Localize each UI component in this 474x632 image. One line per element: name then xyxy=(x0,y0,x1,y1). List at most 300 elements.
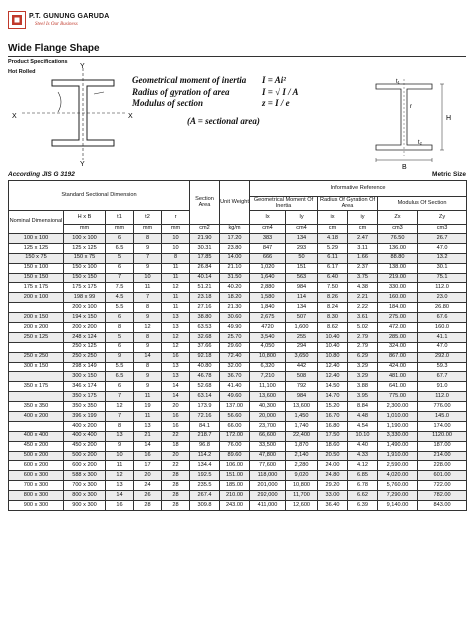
table-cell: 114.2 xyxy=(190,451,220,461)
table-row xyxy=(9,323,467,333)
table-cell: 26.80 xyxy=(418,303,467,313)
table-cell: 255 xyxy=(286,332,318,342)
table-cell: 23.18 xyxy=(190,293,220,303)
table-cell: 184.00 xyxy=(378,303,418,313)
company-logo xyxy=(8,11,26,29)
table-cell: 8 xyxy=(106,323,134,333)
table-cell: 1,640 xyxy=(250,273,286,283)
table-cell: 400 x 200 xyxy=(9,412,64,422)
table-cell: 14 xyxy=(134,352,162,362)
unit-riy: cm xyxy=(348,225,378,234)
unit-zx: cm3 xyxy=(378,225,418,234)
table-cell: 38.80 xyxy=(190,313,220,323)
table-cell: 22,400 xyxy=(286,431,318,441)
section-dimension-diagram xyxy=(358,78,466,170)
table-cell: 294 xyxy=(286,342,318,352)
table-cell: 49.60 xyxy=(220,392,250,402)
table-cell: 3.75 xyxy=(348,273,378,283)
table-cell: 9 xyxy=(106,441,134,451)
table-cell: 11 xyxy=(162,273,190,283)
table-cell: 11 xyxy=(162,263,190,273)
formula-mos-expr: z = I / e xyxy=(262,98,290,108)
table-cell: 32.68 xyxy=(190,332,220,342)
table-cell: 20.50 xyxy=(318,451,348,461)
table-cell: 23.80 xyxy=(220,243,250,253)
table-cell: 12.40 xyxy=(318,372,348,382)
table-cell: 59.3 xyxy=(418,362,467,372)
table-row xyxy=(9,342,467,352)
table-cell: 350 x 350 xyxy=(9,402,64,412)
table-cell: 27.16 xyxy=(190,303,220,313)
table-row xyxy=(9,372,467,382)
table-row xyxy=(9,431,467,441)
table-cell: 2.22 xyxy=(348,303,378,313)
table-cell: 6.62 xyxy=(348,491,378,501)
table-cell: 31.50 xyxy=(220,273,250,283)
header-zy: Zy xyxy=(418,211,467,225)
table-cell: 7 xyxy=(106,273,134,283)
table-cell: 3.29 xyxy=(348,362,378,372)
header-t1: t1 xyxy=(106,211,134,225)
table-cell: 2.37 xyxy=(348,263,378,273)
table-cell: 396 x 199 xyxy=(64,412,106,422)
table-cell: 16.80 xyxy=(318,421,348,431)
section-axes-diagram xyxy=(8,62,136,166)
table-cell: 800 x 300 xyxy=(64,491,106,501)
table-row xyxy=(9,303,467,313)
dim-label-r: r xyxy=(410,104,412,110)
table-cell: 250 x 250 xyxy=(64,352,106,362)
table-cell: 13,600 xyxy=(250,392,286,402)
table-cell: 8 xyxy=(134,234,162,244)
table-cell: 7,290.00 xyxy=(378,491,418,501)
company-name: P.T. GUNUNG GARUDA xyxy=(29,13,110,20)
table-cell: 2.21 xyxy=(348,293,378,303)
table-cell: 4720 xyxy=(250,323,286,333)
header-iy: Iy xyxy=(286,211,318,225)
table-cell: 112.0 xyxy=(418,392,467,402)
table-cell: 16 xyxy=(106,501,134,511)
table-cell: 6,320 xyxy=(250,362,286,372)
table-cell: 9 xyxy=(134,243,162,253)
table-cell: 13,600 xyxy=(286,402,318,412)
table-cell: 450 x 200 xyxy=(64,441,106,451)
table-cell: 10,800 xyxy=(286,481,318,491)
table-cell: 6.5 xyxy=(106,243,134,253)
table-cell: 200 x 100 xyxy=(64,303,106,313)
table-cell: 12 xyxy=(134,323,162,333)
table-cell: 9 xyxy=(134,382,162,392)
table-cell: 6.78 xyxy=(348,481,378,491)
table-cell: 11 xyxy=(106,461,134,471)
table-cell: 28 xyxy=(134,501,162,511)
table-cell: 9 xyxy=(134,313,162,323)
table-cell: 228.00 xyxy=(418,461,467,471)
table-cell: 192.5 xyxy=(190,471,220,481)
table-cell: 17.20 xyxy=(220,234,250,244)
table-cell: 2,280 xyxy=(286,461,318,471)
table-cell: 5.5 xyxy=(106,303,134,313)
table-cell: 292,000 xyxy=(250,491,286,501)
table-cell: 600 x 200 xyxy=(9,461,64,471)
table-cell: 9 xyxy=(106,352,134,362)
table-cell: 775.00 xyxy=(378,392,418,402)
table-cell: 400 x 400 xyxy=(64,431,106,441)
diagram-label-y-top: Y xyxy=(80,63,85,70)
table-cell: 7 xyxy=(134,253,162,263)
table-cell: 2.47 xyxy=(348,234,378,244)
table-cell: 40.80 xyxy=(190,362,220,372)
formula-rog-expr: I = √ I / A xyxy=(262,86,299,97)
formula-rog-label: Radius of gyration of area xyxy=(132,86,230,97)
table-cell: 588 x 300 xyxy=(64,471,106,481)
table-cell: 7,210 xyxy=(250,372,286,382)
table-cell: 137.00 xyxy=(220,402,250,412)
table-row xyxy=(9,471,467,481)
table-cell: 293 xyxy=(286,243,318,253)
table-cell: 9,020 xyxy=(286,471,318,481)
table-cell: 300 x 150 xyxy=(64,372,106,382)
table-cell: 1,450 xyxy=(286,412,318,422)
company-tagline: Steel Is Our Business xyxy=(35,22,78,27)
table-cell: 7.50 xyxy=(318,283,348,293)
table-cell: 174.00 xyxy=(418,421,467,431)
header-moment-of-inertia: Geometrical Moment Of Inertia xyxy=(250,197,318,211)
table-cell: 350 x 175 xyxy=(9,382,64,392)
table-cell: 4.48 xyxy=(348,412,378,422)
diagram-label-x-left: X xyxy=(12,113,17,120)
unit-r: mm xyxy=(162,225,190,234)
table-row xyxy=(9,243,467,253)
table-cell: 666 xyxy=(250,253,286,263)
header-t2: t2 xyxy=(134,211,162,225)
table-cell: 867.00 xyxy=(378,352,418,362)
table-cell: 12.40 xyxy=(318,362,348,372)
table-cell: 10 xyxy=(162,243,190,253)
table-cell: 292.0 xyxy=(418,352,467,362)
table-cell: 9,140.00 xyxy=(378,501,418,511)
diagram-label-y-bottom: Y xyxy=(80,161,85,166)
table-cell: 134.4 xyxy=(190,461,220,471)
table-cell: 76.50 xyxy=(378,234,418,244)
table-cell: 26 xyxy=(134,491,162,501)
table-cell: 30.31 xyxy=(190,243,220,253)
header-zx: Zx xyxy=(378,211,418,225)
table-cell: 50 xyxy=(286,253,318,263)
unit-t2: mm xyxy=(134,225,162,234)
table-cell: 100 x 100 xyxy=(64,234,106,244)
table-cell: 267.4 xyxy=(190,491,220,501)
header-rix: ix xyxy=(318,211,348,225)
table-cell: 782.00 xyxy=(418,491,467,501)
table-cell: 40.20 xyxy=(220,283,250,293)
table-cell: 136.00 xyxy=(378,243,418,253)
table-cell: 52.68 xyxy=(190,382,220,392)
table-cell: 900 x 300 xyxy=(9,501,64,511)
table-cell: 3.29 xyxy=(348,372,378,382)
table-cell: 1,580 xyxy=(250,293,286,303)
table-cell: 12 xyxy=(106,402,134,412)
table-row xyxy=(9,461,467,471)
wide-flange-table xyxy=(8,180,467,511)
table-cell: 2.79 xyxy=(348,332,378,342)
header-informative-reference: Informative Reference xyxy=(250,181,467,197)
table-row xyxy=(9,382,467,392)
table-cell: 2.79 xyxy=(348,342,378,352)
table-cell: 151 xyxy=(286,263,318,273)
table-cell: 24.80 xyxy=(318,471,348,481)
table-row xyxy=(9,234,467,244)
table-cell: 508 xyxy=(286,372,318,382)
table-cell: 28 xyxy=(162,481,190,491)
table-cell: 7 xyxy=(106,412,134,422)
table-cell: 112.0 xyxy=(418,283,467,293)
table-cell: 8 xyxy=(106,421,134,431)
table-cell: 4.12 xyxy=(348,461,378,471)
table-cell: 72.16 xyxy=(190,412,220,422)
table-cell: 4,050 xyxy=(250,342,286,352)
table-cell: 172.00 xyxy=(220,431,250,441)
table-cell: 500 x 200 xyxy=(64,451,106,461)
table-cell: 125 x 125 xyxy=(9,243,64,253)
table-cell: 792 xyxy=(286,382,318,392)
table-cell: 235.5 xyxy=(190,481,220,491)
table-row xyxy=(9,283,467,293)
table-cell: 56.60 xyxy=(220,412,250,422)
table-cell: 6 xyxy=(106,342,134,352)
table-cell: 1120.00 xyxy=(418,431,467,441)
header-modulus-of-section: Modulus Of Section xyxy=(378,197,467,211)
table-cell: 6.17 xyxy=(318,263,348,273)
table-cell: 8.30 xyxy=(318,313,348,323)
table-cell: 600 x 300 xyxy=(9,471,64,481)
table-cell: 984 xyxy=(286,392,318,402)
table-cell: 16 xyxy=(162,412,190,422)
table-cell: 49.90 xyxy=(220,323,250,333)
table-cell: 442 xyxy=(286,362,318,372)
table-cell: 6 xyxy=(106,234,134,244)
table-cell: 324.00 xyxy=(378,342,418,352)
table-cell: 84.1 xyxy=(190,421,220,431)
table-cell: 219.00 xyxy=(378,273,418,283)
table-cell: 14 xyxy=(162,382,190,392)
table-cell: 9 xyxy=(134,342,162,352)
unit-zy: cm3 xyxy=(418,225,467,234)
table-cell: 250 x 250 xyxy=(9,352,64,362)
table-cell: 200 x 200 xyxy=(64,323,106,333)
table-row xyxy=(9,392,467,402)
diagram-label-x-right: X xyxy=(128,113,133,120)
table-cell: 984 xyxy=(286,283,318,293)
table-cell: 51.21 xyxy=(190,283,220,293)
table-row xyxy=(9,491,467,501)
table-row xyxy=(9,332,467,342)
hot-rolled-label: Hot Rolled xyxy=(8,69,36,75)
table-cell: 8 xyxy=(134,303,162,313)
table-cell: 3,330.00 xyxy=(378,431,418,441)
table-cell: 11 xyxy=(162,303,190,313)
table-cell: 641.00 xyxy=(378,382,418,392)
table-cell: 2,590.00 xyxy=(378,461,418,471)
unit-ix: cm4 xyxy=(250,225,286,234)
table-cell xyxy=(9,303,64,313)
table-cell: 6.11 xyxy=(318,253,348,263)
table-cell: 6 xyxy=(106,313,134,323)
table-cell: 3,650 xyxy=(286,352,318,362)
table-cell: 88.80 xyxy=(378,253,418,263)
table-cell: 6.85 xyxy=(348,471,378,481)
table-cell: 28 xyxy=(162,491,190,501)
table-cell: 411,000 xyxy=(250,501,286,511)
table-cell: 11 xyxy=(134,392,162,402)
table-cell: 26.7 xyxy=(418,234,467,244)
table-cell: 21.30 xyxy=(220,303,250,313)
table-cell: 1,870 xyxy=(286,441,318,451)
table-cell: 67.7 xyxy=(418,372,467,382)
table-cell: 14 xyxy=(106,491,134,501)
table-cell: 1,010.00 xyxy=(378,412,418,422)
table-row xyxy=(9,481,467,491)
table-cell: 145.0 xyxy=(418,412,467,422)
table-cell: 66,600 xyxy=(250,431,286,441)
table-cell: 37.66 xyxy=(190,342,220,352)
table-cell: 500 x 200 xyxy=(9,451,64,461)
table-cell: 218.7 xyxy=(190,431,220,441)
table-row xyxy=(9,313,467,323)
table-cell: 3,540 xyxy=(250,332,286,342)
table-cell: 13 xyxy=(162,362,190,372)
table-cell: 47.0 xyxy=(418,243,467,253)
table-cell: 243.00 xyxy=(220,501,250,511)
table-cell: 14.50 xyxy=(318,382,348,392)
table-cell: 722.00 xyxy=(418,481,467,491)
table-cell: 700 x 300 xyxy=(64,481,106,491)
table-cell: 14 xyxy=(162,392,190,402)
header-section-area: Section Area xyxy=(190,181,220,225)
formula-note: (A = sectional area) xyxy=(187,115,260,126)
table-cell: 843.00 xyxy=(418,501,467,511)
table-row xyxy=(9,412,467,422)
table-cell: 13 xyxy=(134,421,162,431)
table-cell: 14.00 xyxy=(220,253,250,263)
table-cell: 350 x 350 xyxy=(64,402,106,412)
table-cell: 134 xyxy=(286,303,318,313)
table-cell: 10 xyxy=(106,451,134,461)
table-cell: 7.5 xyxy=(106,283,134,293)
table-cell: 214.00 xyxy=(418,451,467,461)
header-nominal: Nominal Dimensional xyxy=(9,211,64,234)
table-cell: 66.00 xyxy=(220,421,250,431)
table-cell: 40.14 xyxy=(190,273,220,283)
table-cell: 7 xyxy=(134,293,162,303)
table-row xyxy=(9,402,467,412)
table-cell: 6.40 xyxy=(318,273,348,283)
table-cell: 6.39 xyxy=(348,501,378,511)
table-cell: 106.00 xyxy=(220,461,250,471)
table-cell: 29.20 xyxy=(318,481,348,491)
table-cell: 22 xyxy=(162,431,190,441)
table-cell: 563 xyxy=(286,273,318,283)
table-cell: 173.9 xyxy=(190,402,220,412)
table-cell: 118,000 xyxy=(250,471,286,481)
table-row xyxy=(9,421,467,431)
table-cell: 285.00 xyxy=(378,332,418,342)
table-cell: 2,300.00 xyxy=(378,402,418,412)
table-cell: 350 x 175 xyxy=(64,392,106,402)
header-standard-dimension: Standard Sectional Dimension xyxy=(9,181,190,211)
table-cell xyxy=(9,392,64,402)
table-cell: 601.00 xyxy=(418,471,467,481)
table-cell: 4.40 xyxy=(348,441,378,451)
table-cell: 46.78 xyxy=(190,372,220,382)
table-cell: 450 x 200 xyxy=(9,441,64,451)
table-cell: 776.00 xyxy=(418,402,467,412)
table-cell: 400 x 200 xyxy=(64,421,106,431)
table-cell: 63.14 xyxy=(190,392,220,402)
table-cell: 36.70 xyxy=(220,372,250,382)
table-cell: 21 xyxy=(134,431,162,441)
formula-mos-label: Modulus of section xyxy=(132,98,204,108)
table-cell: 67.6 xyxy=(418,313,467,323)
table-cell: 23,700 xyxy=(250,421,286,431)
table-cell: 16 xyxy=(134,451,162,461)
table-cell: 200 x 100 xyxy=(9,293,64,303)
table-cell: 11,100 xyxy=(250,382,286,392)
table-cell: 20,000 xyxy=(250,412,286,422)
unit-weight: kg/m xyxy=(220,225,250,234)
table-cell: 150 x 75 xyxy=(9,253,64,263)
table-cell: 11 xyxy=(162,293,190,303)
table-cell: 5 xyxy=(106,253,134,263)
table-cell: 1,020 xyxy=(250,263,286,273)
table-cell: 63.53 xyxy=(190,323,220,333)
table-cell: 7 xyxy=(106,392,134,402)
table-cell: 330.00 xyxy=(378,283,418,293)
table-cell: 76.00 xyxy=(220,441,250,451)
table-cell: 41.1 xyxy=(418,332,467,342)
table-cell xyxy=(9,421,64,431)
table-cell: 10 xyxy=(162,234,190,244)
table-cell xyxy=(9,342,64,352)
table-cell: 29.60 xyxy=(220,342,250,352)
header-hxb: H x B xyxy=(64,211,106,225)
unit-rix: cm xyxy=(318,225,348,234)
table-cell: 91.0 xyxy=(418,382,467,392)
header-ix: Ix xyxy=(250,211,286,225)
table-cell: 8 xyxy=(162,253,190,263)
table-cell: 13 xyxy=(162,372,190,382)
table-cell: 33.00 xyxy=(318,491,348,501)
table-cell: 20 xyxy=(134,471,162,481)
table-cell: 47.0 xyxy=(418,342,467,352)
table-cell: 16 xyxy=(162,352,190,362)
table-cell: 10 xyxy=(134,273,162,283)
table-cell: 201,000 xyxy=(250,481,286,491)
table-cell: 5.02 xyxy=(348,323,378,333)
table-cell: 11 xyxy=(134,412,162,422)
table-cell: 6.29 xyxy=(348,352,378,362)
table-cell: 9 xyxy=(134,372,162,382)
table-cell: 1,840 xyxy=(250,303,286,313)
table-cell: 12 xyxy=(162,342,190,352)
table-cell: 4.38 xyxy=(348,283,378,293)
table-cell: 4.5 xyxy=(106,293,134,303)
table-cell: 11,700 xyxy=(286,491,318,501)
table-row xyxy=(9,362,467,372)
table-cell: 150 x 100 xyxy=(64,263,106,273)
table-cell: 6 xyxy=(106,263,134,273)
table-cell: 151.00 xyxy=(220,471,250,481)
